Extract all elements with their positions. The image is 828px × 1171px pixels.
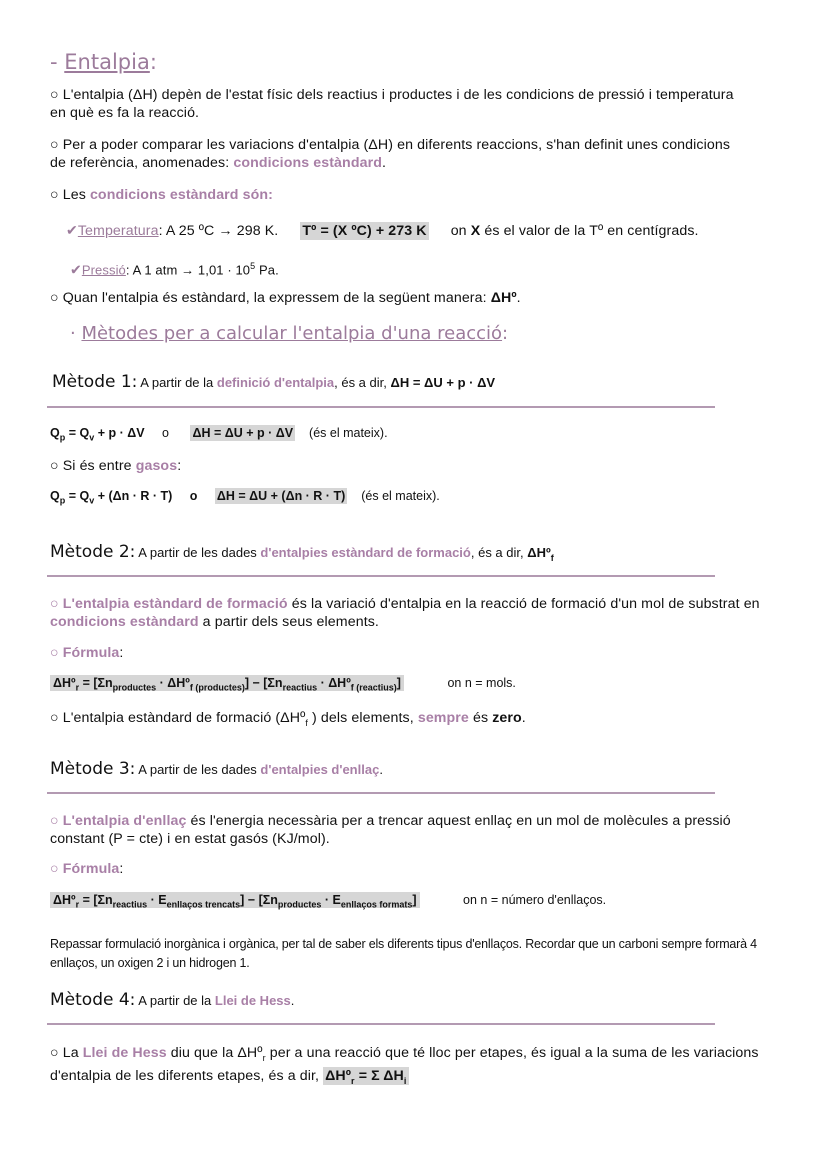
metode-2-formula-label: ○ Fórmula: <box>50 645 124 661</box>
section-title-label: Entalpia <box>64 50 150 74</box>
accent-condicions-estandard: condicions estàndard <box>233 155 382 171</box>
check-icon: ✔ <box>66 222 78 238</box>
pressure-label: Pressió <box>81 262 126 278</box>
section-title: - Entalpia: <box>50 50 157 74</box>
intro-paragraph-3: ○ Les condicions estàndard són: <box>50 187 273 203</box>
intro-paragraph-1: ○ L'entalpia (ΔH) depèn de l'estat físic dels reactius i productes i de les condicions de pressió i temperatura en què es fa la reacció. <box>50 87 734 121</box>
metode-4-definition: ○ La Llei de Hess diu que la ΔHº$_r$ per a una reacció que té lloc per etapes, és igual a la suma de les variacions d'entalpia de les diferents etapes, és a dir, ΔHº$_r$ = Σ $\Delta H_i$ <box>50 1045 759 1086</box>
divider <box>47 406 715 408</box>
divider <box>47 575 715 577</box>
standard-note: ○ Quan l'entalpia és estàndard, la expressem de la següent manera: ΔHº. <box>50 290 521 306</box>
metode-3-definition: ○ L'entalpia d'enllaç és l'energia necessària per a trencar aquest enllaç en un mol de molècules a pressió constant (P = cte) i en estat gasós (KJ/mol). <box>50 813 731 847</box>
metode-2-definition: ○ L'entalpia estàndard de formació és la variació d'entalpia en la reacció de formació d'un mol de substrat en condicions estàndard a partir dels seus elements. <box>50 596 760 630</box>
divider <box>47 1023 715 1025</box>
condition-pressure: ✔Pressió: A 1 atm → $1,01 \cdot 10^5$ Pa. <box>70 261 279 278</box>
metode-2-heading: Mètode 2: A partir de les dades d'entalpies estàndard de formació, és a dir, ΔHº$_f$ <box>50 542 554 564</box>
metode-2-zero-note: ○ L'entalpia estàndard de formació (ΔHº$_f$ ) dels elements, sempre és zero. <box>50 710 526 728</box>
intro-paragraph-2: ○ Per a poder comparar les variacions d'entalpia (ΔH) en diferents reaccions, s'han definit unes condicions de referència, anomenades: condicions estàndard. <box>50 137 731 171</box>
metode-1-equation-2: $Q_p = Q_v + (\Delta n \cdot R \cdot T)$ o ΔH = ΔU + (Δn · R · T) (és el mateix). <box>50 489 440 506</box>
metode-3-formula-label: ○ Fórmula: <box>50 861 124 877</box>
check-icon: ✔ <box>70 261 82 278</box>
metode-3-formula: ΔHº$_r$ = $[\Sigma n_{reactius} \cdot E_{enllaços trencats}] - [\Sigma n_{productes} \cdot E_{enllaços formats}]$ on n = número d'enllaços. <box>50 893 606 910</box>
metode-4-heading: Mètode 4: A partir de la Llei de Hess. <box>50 990 295 1010</box>
metode-1-heading: Mètode 1: A partir de la definició d'entalpia, és a dir, ΔH = ΔU + p · ΔV <box>52 372 496 392</box>
metode-1-equation-1: $Q_p = Q_v + p \cdot \Delta V$ o ΔH = ΔU + p · ΔV (és el mateix). <box>50 426 388 443</box>
metode-2-formula: ΔHº$_r$ = [$\Sigma n_{productes}$ · ΔHº$_{f (productes)}$] − [$\Sigma n_{reactius}$ · ΔHº$_{f (reactius)}$] on n = mols. <box>50 676 516 693</box>
metode-3-note: Repassar formulació inorgànica i orgànica, per tal de saber els diferents tipus d'enllaços. Recordar que un carboni sempre formarà 4 enllaços, un oxigen 2 i un hidrogen 1. <box>50 937 757 970</box>
temperature-label: Temperatura <box>77 223 159 239</box>
condition-temperature: ✔Temperatura: A 25 ºC → 298 K. Tº = (X ºC) + 273 K on X és el valor de la Tº en centígrads. <box>66 222 699 239</box>
metode-1-gas-note: ○ Si és entre gasos: <box>50 458 182 474</box>
metode-3-heading: Mètode 3: A partir de les dades d'entalpies d'enllaç. <box>50 759 383 779</box>
temperature-formula: Tº = (X ºC) + 273 K <box>302 223 427 239</box>
methods-title: · Mètodes per a calcular l'entalpia d'una reacció: <box>70 323 509 344</box>
divider <box>47 792 715 794</box>
